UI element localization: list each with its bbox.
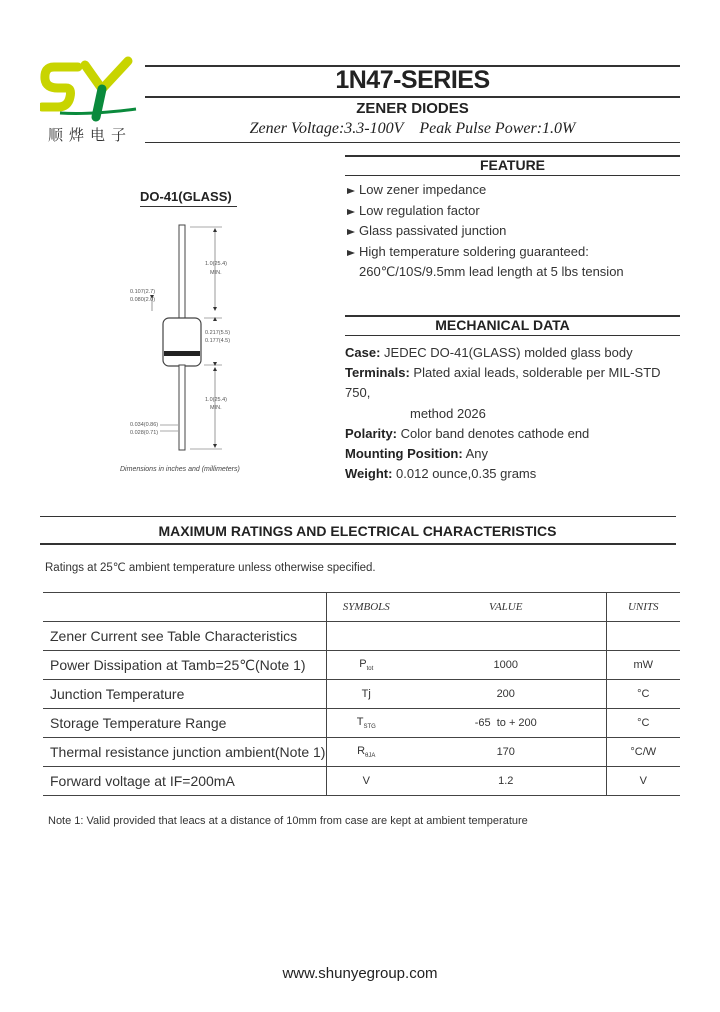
ratings-note: Ratings at 25℃ ambient temperature unless otherwise specified. [45,562,376,574]
param-cell: Junction Temperature [43,680,326,709]
unit-cell: V [606,767,680,796]
dim-lead-bottom-min: MIN. [210,405,222,411]
ratings-table [43,592,680,796]
mech-mounting: Mounting Position: Any [345,446,489,462]
feature-item: Glass passivated junction [345,221,624,242]
feature-item: High temperature soldering guaranteed: [345,242,624,263]
param-cell: Storage Temperature Range [43,709,326,738]
header-bottom-rule [145,142,680,143]
mech-polarity: Polarity: Color band denotes cathode end [345,425,590,441]
dim-body-dia-a: 0.107(2.7) [130,289,156,295]
header-units: UNITS [606,593,680,622]
page-title: 1N47-SERIES [335,66,490,94]
unit-cell: mW [606,651,680,680]
feature-bottom-rule [345,175,680,176]
ratings-bottom-rule [40,543,676,545]
dim-arrow [213,307,217,311]
header-param [43,593,326,622]
package-label: DO-41(GLASS) [140,189,232,204]
mech-weight: Weight: 0.012 ounce,0.35 grams [345,466,537,482]
feature-list [345,180,624,283]
dim-arrow [213,228,217,232]
dim-lead-top-min: MIN. [210,270,222,276]
table-row [43,738,680,767]
ratings-top-rule [40,516,676,517]
table-row [43,622,680,651]
symbol-cell: $T_{STG}$ [326,709,406,738]
unit-cell: °C [606,709,680,738]
company-logo [40,55,140,125]
mech-terminals: Terminals: Plated axial leads, solderable per MIL-STD 750, [345,365,661,401]
symbol-cell: $P_{tot}$ [326,651,406,680]
unit-cell [606,622,680,651]
value-cell: 170 [406,738,606,767]
dim-arrow [213,362,217,366]
dim-arrow [213,317,217,321]
page-subtitle: ZENER DIODES [356,100,469,117]
symbol-cell: Tj [326,680,406,709]
dim-lead-top: 1.0(25.4) [205,261,228,267]
param-cell: Thermal resistance junction ambient(Note 1) [43,738,326,767]
dim-body-len-b: 0.177(4.5) [205,338,231,344]
mech-terminals-cont: method 2026 [410,405,486,421]
peak-pulse-power: Peak Pulse Power:1.0W [419,120,576,137]
header-symbols: SYMBOLS [326,593,406,622]
dimension-caption: Dimensions in inches and (millimeters) [120,466,240,473]
header-value: VALUE [406,593,606,622]
header-mid-rule [145,96,680,98]
footnote: Note 1: Valid provided that leacs at a distance of 10mm from case are kept at ambient temperature [48,815,528,827]
feature-item: Low zener impedance [345,180,624,201]
param-cell: Zener Current see Table Characteristics [43,622,326,651]
feature-item-continuation: 260℃/10S/9.5mm lead length at 5 lbs tension [359,264,624,279]
cathode-band [164,351,200,356]
symbol-cell [326,622,406,651]
table-row [43,767,680,796]
logo-chinese-name: 顺烨电子 [48,126,133,144]
unit-cell: °C [606,680,680,709]
table-row [43,651,680,680]
ratings-title: MAXIMUM RATINGS AND ELECTRICAL CHARACTERISTICS [158,523,557,539]
dim-arrow [213,367,217,371]
dim-lead-dia-a: 0.034(0.86) [130,422,159,428]
spec-line [145,120,680,138]
table-header-row [43,593,680,622]
logo-y-arm [85,61,128,89]
unit-cell: °C/W [606,738,680,767]
package-label-underline [140,206,237,207]
top-lead [179,225,185,320]
value-cell: 1000 [406,651,606,680]
footer-url[interactable]: www.shunyegroup.com [282,965,438,982]
dim-body-dia-b: 0.080(2.0) [130,297,156,303]
value-cell: 200 [406,680,606,709]
bottom-lead [179,365,185,450]
mechanical-heading: MECHANICAL DATA [435,317,570,333]
mechanical-data [345,343,685,484]
diode-body [163,318,201,366]
symbol-cell: V [326,767,406,796]
value-cell [406,622,606,651]
mech-case: Case: JEDEC DO-41(GLASS) molded glass body [345,345,633,360]
value-cell: 1.2 [406,767,606,796]
feature-item: Low regulation factor [345,201,624,222]
mechanical-bottom-rule [345,335,680,336]
feature-heading: FEATURE [479,157,546,173]
param-cell: Forward voltage at IF=200mA [43,767,326,796]
dim-lead-dia-b: 0.028(0.71) [130,430,159,436]
value-cell: -65 to + 200 [406,709,606,738]
param-cell: Power Dissipation at Tamb=25℃(Note 1) [43,651,326,680]
dim-body-len-a: 0.217(5.5) [205,330,231,336]
dim-lead-bottom: 1.0(25.4) [205,397,228,403]
dim-arrow [213,444,217,448]
table-row [43,680,680,709]
logo-s-mark [42,67,78,107]
symbol-cell: $R_{\theta JA}$ [326,738,406,767]
zener-voltage: Zener Voltage:3.3-100V [249,120,404,137]
table-row [43,709,680,738]
